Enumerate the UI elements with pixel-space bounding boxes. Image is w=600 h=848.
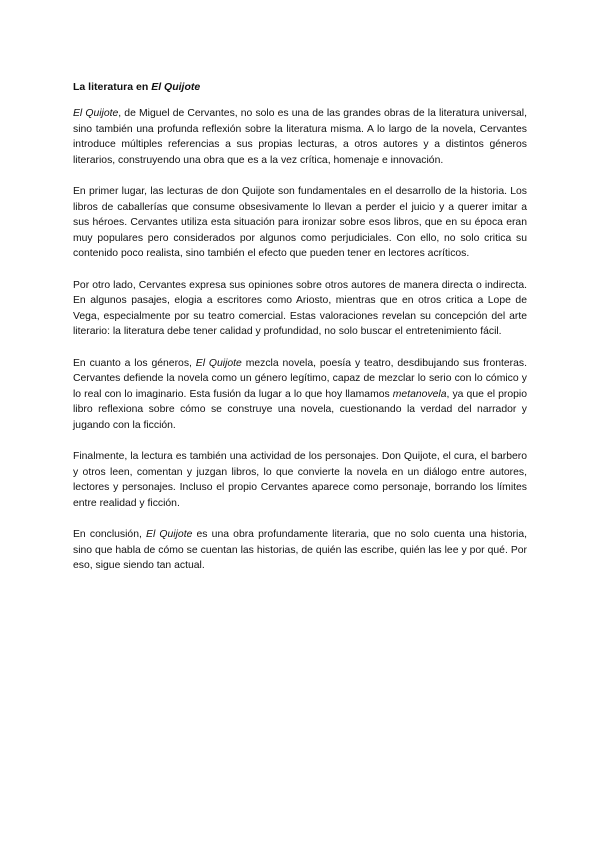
paragraph-text: En cuanto a los géneros, xyxy=(73,357,196,369)
paragraph-genres xyxy=(73,356,527,434)
title-text: La literatura en xyxy=(73,81,152,93)
work-name: El Quijote xyxy=(146,529,193,540)
metanovela-term: metanovela xyxy=(392,388,447,400)
page-title xyxy=(73,80,527,94)
paragraph-text: En conclusión, xyxy=(73,529,147,540)
paragraph-characters xyxy=(73,449,527,511)
paragraph-text: es una obra profundamente literaria, que no solo cuenta una historia, sino que habla de cómo se cuentan las historias, de quién las escribe, quién las lee y por qué. Por eso, sigue siendo tan actual. xyxy=(73,529,527,571)
title-work-name: El Quijote xyxy=(151,81,201,93)
work-name: El Quijote xyxy=(195,357,242,369)
paragraph-text: , de Miguel de Cervantes, no solo es una de las grandes obras de la literatura universal, sino también una profunda reflexión sobre la literatura misma. A lo largo de la novela, Cervantes introduce múltiples referencias a sus propias lecturas, a otros autores y a distintos géneros literarios, construyendo una obra que es a la vez crítica, homenaje e innovación. xyxy=(73,108,527,166)
paragraph-text: mezcla novela, poesía y teatro, desdibujando sus fronteras. Cervantes defiende la novela como un género legítimo, capaz de mezclar lo serio con lo cómico y lo real con lo imaginario. Esta fusión da lugar a lo que hoy llamamos xyxy=(73,357,527,400)
paragraph-text: Por otro lado, Cervantes expresa sus opiniones sobre otros autores de manera directa o indirecta. En algunos pasajes, elogia a escritores como Ariosto, mientras que en otros critica a Lope de Vega, especialmente por su teatro comercial. Estas valoraciones revelan su concepción del arte literario: la literatura debe tener calidad y profundidad, no solo buscar el entretenimiento fácil. xyxy=(73,279,527,337)
paragraph-authors xyxy=(73,278,527,340)
paragraph-text: En primer lugar, las lecturas de don Quijote son fundamentales en el desarrollo de la historia. Los libros de caballerías que consume obsesivamente lo llevan a perder el juicio y a querer imitar a sus héroes. Cervantes utiliza esta situación para ironizar sobre esos libros, que en su época eran muy populares pero considerados por algunos como perjudiciales. Con ello, no solo critica su contenido poco realista, sino también el efecto que pueden tener en lectores acríticos. xyxy=(73,186,527,259)
work-name: El Quijote xyxy=(73,108,119,119)
paragraph-conclusion xyxy=(73,527,527,574)
paragraph-readings xyxy=(73,184,527,262)
paragraph-text: , ya que el propio libro reflexiona sobre cómo se construye una novela, cuestionando la verdad del narrador y jugando con la ficción. xyxy=(73,388,527,431)
paragraph-intro xyxy=(73,106,527,168)
paragraph-text: Finalmente, la lectura es también una actividad de los personajes. Don Quijote, el cura, el barbero y otros leen, comentan y juzgan libros, lo que convierte la novela en un diálogo entre autores, lectores y personajes. Incluso el propio Cervantes aparece como personaje, borrando los límites entre realidad y ficción. xyxy=(73,451,527,509)
